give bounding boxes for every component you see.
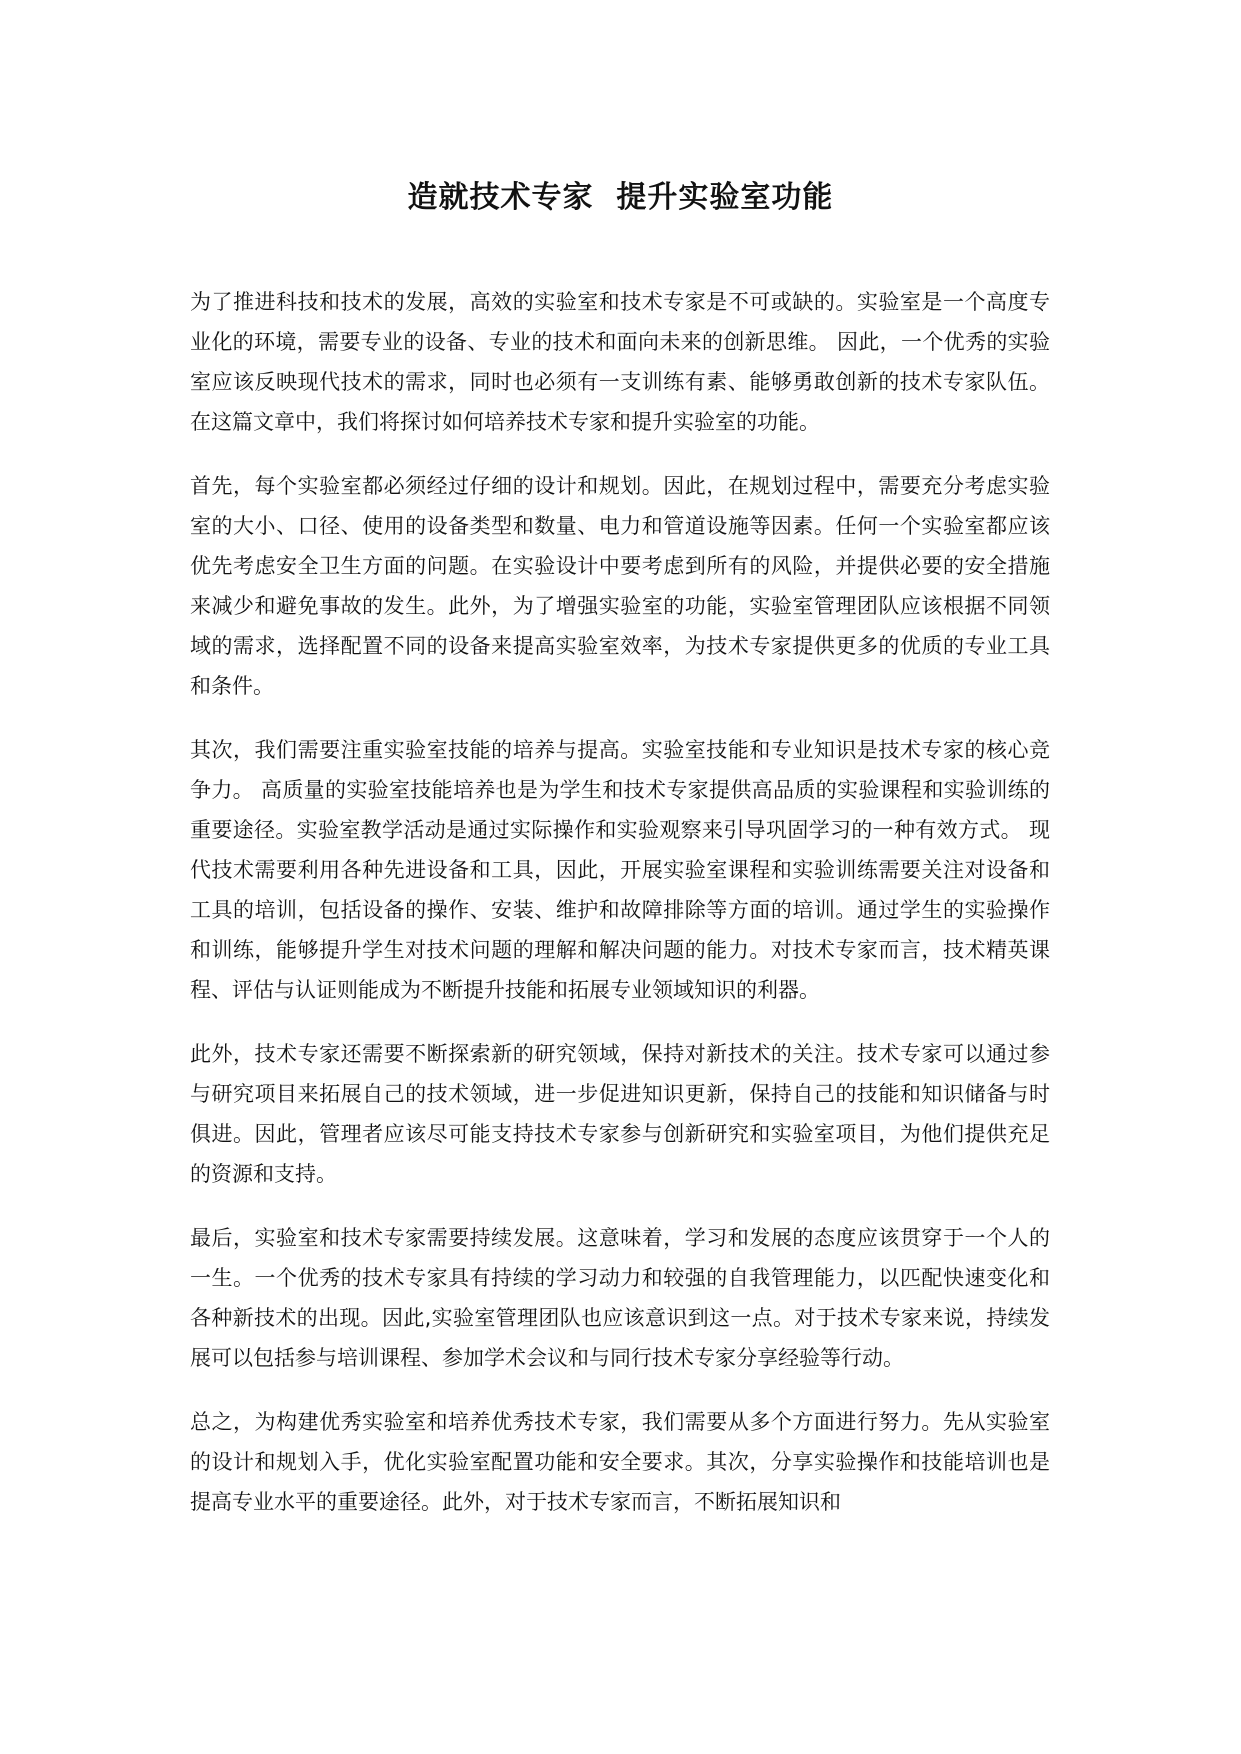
paragraph-first: 首先，每个实验室都必须经过仔细的设计和规划。因此，在规划过程中，需要充分考虑实验室的大小、口径、使用的设备类型和数量、电力和管道设施等因素。任何一个实验室都应该优先考虑安全卫生方面的问题。在实验设计中要考虑到所有的风险，并提供必要的安全措施来减少和避免事故的发生。此外，为了增强实验室的功能，实验室管理团队应该根据不同领域的需求，选择配置不同的设备来提高实验室效率，为技术专家提供更多的优质的专业工具和条件。 xyxy=(190,474,1050,698)
document-title: 造就技术专家 提升实验室功能 xyxy=(407,180,834,215)
document-body xyxy=(190,282,1050,1546)
paragraph-finally: 最后，实验室和技术专家需要持续发展。这意味着，学习和发展的态度应该贯穿于一个人的一生。一个优秀的技术专家具有持续的学习动力和较强的自我管理能力，以匹配快速变化和各种新技术的出现。因此,实验室管理团队也应该意识到这一点。对于技术专家来说，持续发展可以包括参与培训课程、参加学术会议和与同行技术专家分享经验等行动。 xyxy=(190,1226,1050,1370)
paragraph-second: 其次，我们需要注重实验室技能的培养与提高。实验室技能和专业知识是技术专家的核心竞争力。 高质量的实验室技能培养也是为学生和技术专家提供高品质的实验课程和实验训练的重要途径。实验室教学活动是通过实际操作和实验观察来引导巩固学习的一种有效方式。 现代技术需要利用各种先进设备和工具，因此，开展实验室课程和实验训练需要关注对设备和工具的培训，包括设备的操作、安装、维护和故障排除等方面的培训。通过学生的实验操作和训练，能够提升学生对技术问题的理解和解决问题的能力。对技术专家而言，技术精英课程、评估与认证则能成为不断提升技能和拓展专业领域知识的利器。 xyxy=(190,738,1050,1002)
paragraph-intro: 为了推进科技和技术的发展，高效的实验室和技术专家是不可或缺的。实验室是一个高度专业化的环境，需要专业的设备、专业的技术和面向未来的创新思维。 因此，一个优秀的实验室应该反映现代技术的需求，同时也必须有一支训练有素、能够勇敢创新的技术专家队伍。在这篇文章中，我们将探讨如何培养技术专家和提升实验室的功能。 xyxy=(190,290,1050,434)
paragraph-conclusion: 总之，为构建优秀实验室和培养优秀技术专家，我们需要从多个方面进行努力。先从实验室的设计和规划入手，优化实验室配置功能和安全要求。其次，分享实验操作和技能培训也是提高专业水平的重要途径。此外，对于技术专家而言，不断拓展知识和 xyxy=(190,1410,1050,1514)
paragraph-additionally: 此外，技术专家还需要不断探索新的研究领域，保持对新技术的关注。技术专家可以通过参与研究项目来拓展自己的技术领域，进一步促进知识更新，保持自己的技能和知识储备与时俱进。因此，管理者应该尽可能支持技术专家参与创新研究和实验室项目，为他们提供充足的资源和支持。 xyxy=(190,1042,1050,1186)
